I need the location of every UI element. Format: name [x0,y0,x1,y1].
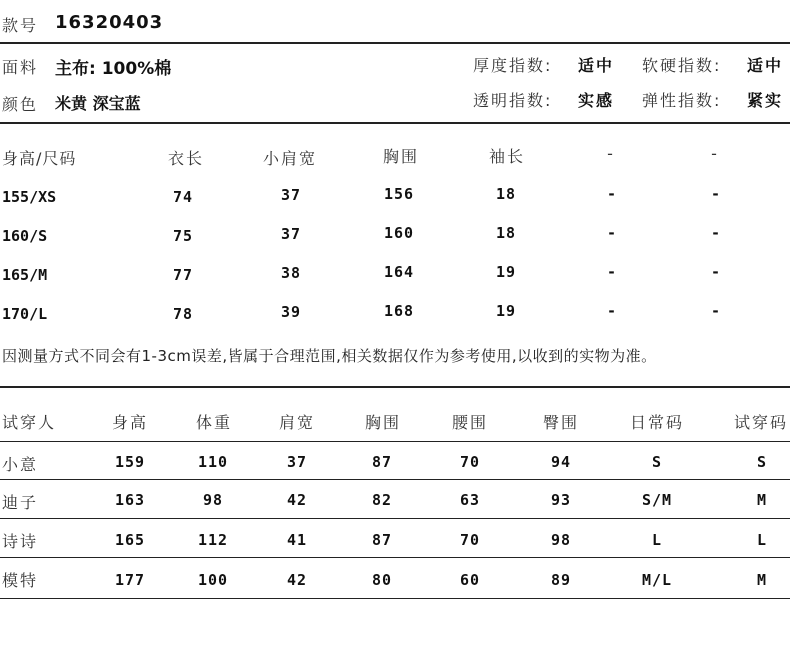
size-cell: 37 [280,225,302,243]
size-cell: 37 [280,186,302,204]
model-header-weight: 体重 [195,413,233,432]
measurement-note: 因测量方式不同会有1-3cm误差,皆属于合理范围,相关数据仅作为参考使用,以收到的实物为准。 [2,347,657,365]
model-cell: 80 [371,571,393,589]
fabric-value: 主布: 100%棉 [55,59,172,79]
size-cell: 155/XS [2,188,57,206]
model-header-shoulder: 肩宽 [278,413,316,432]
model-cell: 41 [286,531,308,549]
model-cell: S/M [641,491,673,509]
model-cell: M/L [641,571,673,589]
model-cell: 100 [197,571,229,589]
size-header-empty: - [607,144,615,163]
model-header-height: 身高 [111,413,149,432]
size-cell: - [710,224,722,242]
transparency-label: 透明指数: [473,91,553,110]
size-cell: - [710,185,722,203]
model-cell: 159 [114,453,146,471]
color-label: 颜色 [2,95,39,114]
model-cell: 70 [459,453,481,471]
size-cell: 164 [383,263,415,281]
elasticity-label: 弹性指数: [642,91,722,110]
color-value: 米黄 深宝蓝 [55,94,141,113]
thickness-value: 适中 [578,56,615,75]
size-header-chest: 胸围 [382,147,420,166]
size-cell: 74 [172,188,194,206]
size-header-empty: - [711,144,719,163]
size-cell: 39 [280,303,302,321]
model-cell: 87 [371,531,393,549]
model-cell: 94 [550,453,572,471]
size-cell: - [710,302,722,320]
model-cell: 82 [371,491,393,509]
style-no-label: 款号 [2,16,39,35]
divider [0,42,790,44]
size-cell: 156 [383,185,415,203]
model-header-chest: 胸围 [364,413,402,432]
size-cell: 170/L [2,305,48,323]
thickness-label: 厚度指数: [473,56,553,75]
model-cell: 93 [550,491,572,509]
elasticity-value: 紧实 [747,91,784,110]
model-cell: M [756,491,768,509]
model-cell: 163 [114,491,146,509]
model-cell: 112 [197,531,229,549]
model-cell: 98 [550,531,572,549]
size-cell: 18 [495,185,517,203]
model-cell: 模特 [2,571,39,590]
model-cell: 63 [459,491,481,509]
model-header-hip: 臀围 [542,413,580,432]
softness-value: 适中 [747,56,784,75]
model-cell: 98 [202,491,224,509]
size-header-length: 衣长 [167,149,205,168]
fabric-label: 面料 [2,58,39,77]
size-header-sleeve: 袖长 [488,147,526,166]
size-cell: 165/M [2,266,48,284]
model-cell: 37 [286,453,308,471]
model-cell: 70 [459,531,481,549]
style-no-value: 16320403 [55,12,164,33]
model-cell: 60 [459,571,481,589]
size-header-height: 身高/尺码 [2,149,77,168]
size-cell: 18 [495,224,517,242]
size-cell: 75 [172,227,194,245]
model-cell: 165 [114,531,146,549]
model-cell: 177 [114,571,146,589]
divider [0,479,790,480]
model-cell: S [756,453,768,471]
model-header-trial-size: 试穿码 [733,413,789,432]
divider [0,518,790,519]
size-cell: 19 [495,263,517,281]
model-cell: S [651,453,663,471]
divider [0,598,790,599]
model-cell: M [756,571,768,589]
size-cell: 78 [172,305,194,323]
size-cell: 160/S [2,227,48,245]
divider [0,386,790,388]
model-cell: 42 [286,571,308,589]
divider [0,557,790,558]
divider [0,441,790,442]
size-cell: 77 [172,266,194,284]
size-cell: - [606,224,618,242]
transparency-value: 实感 [578,91,615,110]
size-cell: - [710,263,722,281]
model-cell: 迪子 [2,493,39,512]
divider [0,122,790,124]
size-header-shoulder: 小肩宽 [262,149,318,168]
model-cell: 小意 [2,455,39,474]
size-cell: 160 [383,224,415,242]
model-cell: 89 [550,571,572,589]
model-cell: 110 [197,453,229,471]
size-cell: - [606,302,618,320]
model-cell: 87 [371,453,393,471]
model-header-name: 试穿人 [2,413,57,432]
model-cell: 诗诗 [2,532,39,551]
model-cell: L [756,531,768,549]
size-cell: 168 [383,302,415,320]
size-cell: - [606,263,618,281]
size-cell: 38 [280,264,302,282]
model-cell: L [651,531,663,549]
size-cell: - [606,185,618,203]
model-header-waist: 腰围 [451,413,489,432]
model-header-daily-size: 日常码 [629,413,685,432]
model-cell: 42 [286,491,308,509]
softness-label: 软硬指数: [642,56,722,75]
size-cell: 19 [495,302,517,320]
